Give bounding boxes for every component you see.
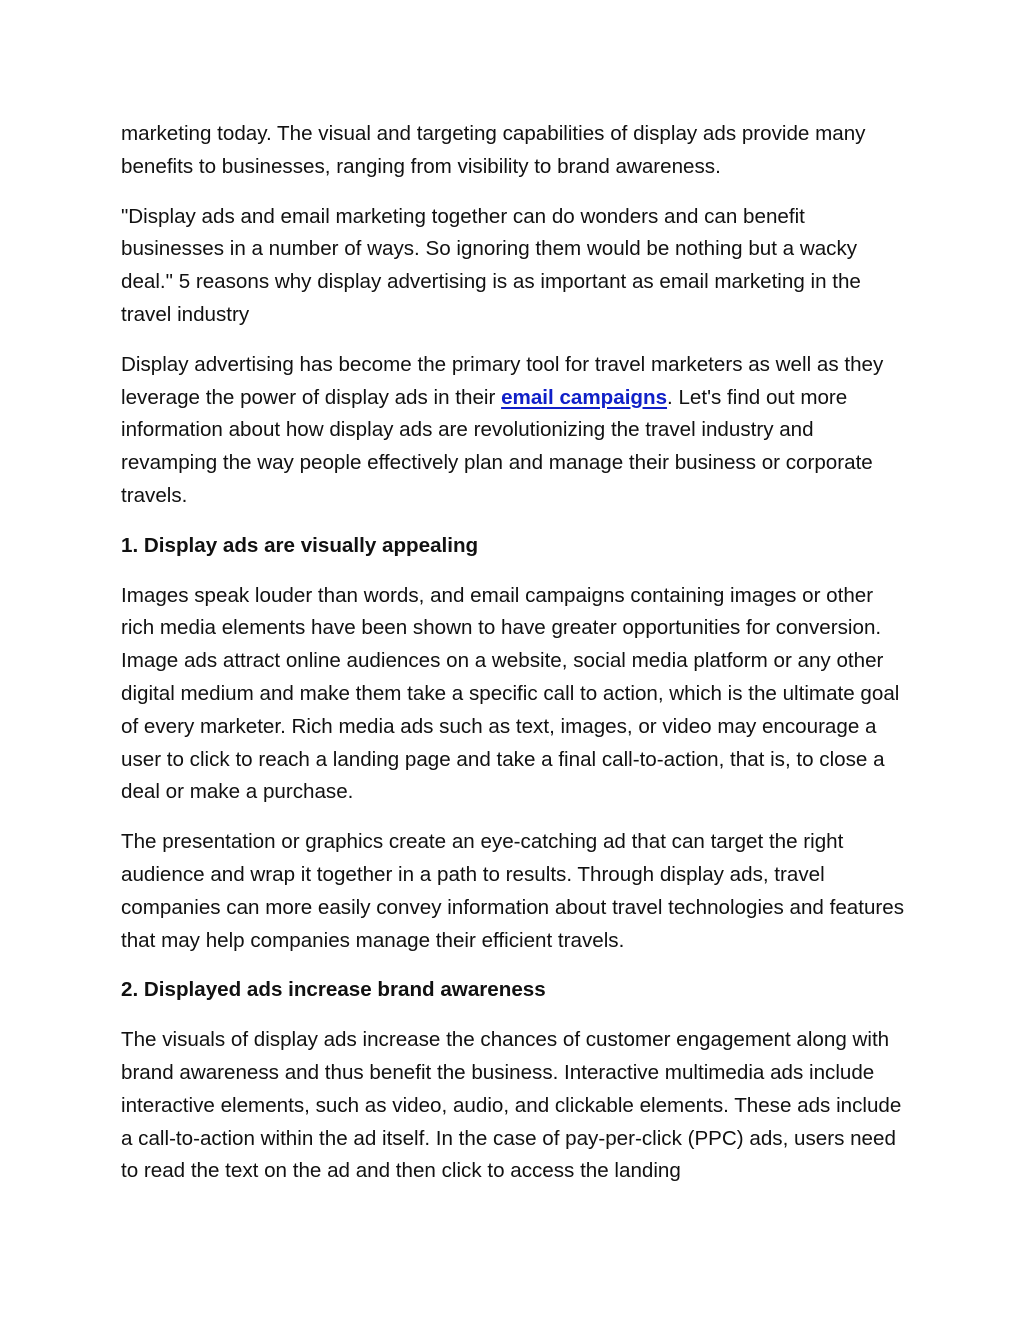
paragraph-intro: marketing today. The visual and targeting capabilities of display ads provide many benefits to businesses, ranging from visibility to brand awareness.: [121, 122, 866, 178]
paragraph-text-before-link: Display advertising has become the primary tool for travel marketers as well as they leverage the power of display ads in their: [121, 352, 884, 409]
paragraph-images-speak: Images speak louder than words, and email campaigns containing images or other rich media elements have been shown to have greater opportunities for conversion. Image ads attract online audiences on a website, social media platform or any other digital medium and make them take a specific call to action, which is the ultimate goal of every marketer. Rich media ads such as text, images, or video may encourage a user to click to reach a landing page and take a final call-to-action, that is, to close a deal or make a purchase.: [121, 583, 900, 804]
paragraph-quote: "Display ads and email marketing together can do wonders and can benefit businesses in a number of ways. So ignoring them would be nothing but a wacky deal." 5 reasons why display advertising is as important as email marketing in the travel industry: [121, 204, 861, 326]
paragraph-visuals: The visuals of display ads increase the chances of customer engagement along with brand awareness and thus benefit the business. Interactive multimedia ads include interactive elements, such as video, audio, and clickable elements. These ads include a call-to-action within the ad itself. In the case of pay-per-click (PPC) ads, users need to read the text on the ad and then click to access the landing: [121, 1028, 902, 1183]
paragraph-display-advertising: [121, 349, 911, 513]
email-campaigns-link[interactable]: email campaigns: [501, 385, 668, 409]
paragraph-presentation: The presentation or graphics create an eye-catching ad that can target the right audience and wrap it together in a path to results. Through display ads, travel companies can more easily convey information about travel technologies and features that may help companies manage their efficient travels.: [121, 830, 905, 952]
paragraph-text-after-link: . Let's find out more information about how display ads are revolutionizing the travel industry and revamping the way people effectively plan and manage their business or corporate travels.: [121, 385, 873, 507]
section-heading-brand-awareness: 2. Displayed ads increase brand awareness: [121, 978, 546, 1002]
section-heading-visually-appealing: 1. Display ads are visually appealing: [121, 533, 479, 557]
document-page: [121, 118, 911, 1205]
